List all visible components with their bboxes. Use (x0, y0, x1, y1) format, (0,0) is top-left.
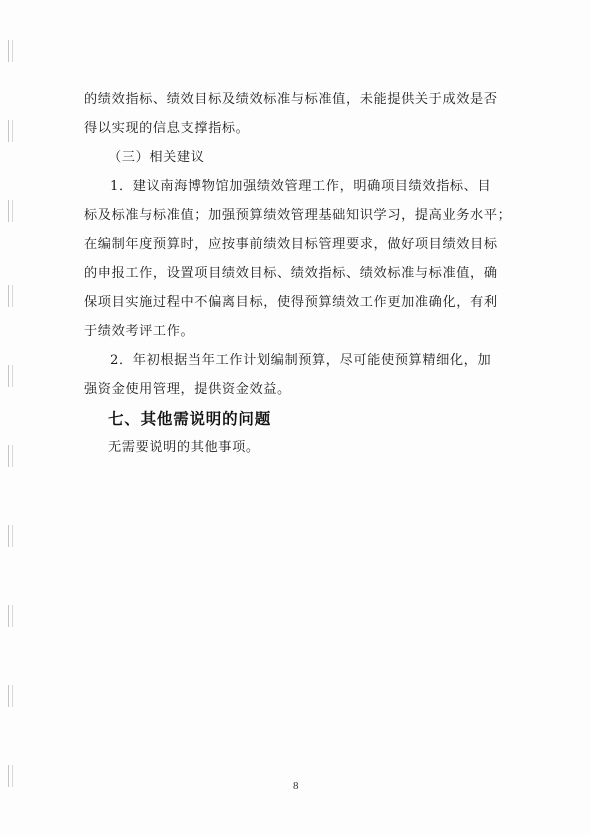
body-text-line: 得以实现的信息支撑指标。 (84, 121, 250, 136)
binding-mark (8, 765, 13, 787)
binding-mark (8, 285, 13, 307)
binding-mark (8, 525, 13, 547)
body-text-line: 标及标准与标准值；加强预算绩效管理基础知识学习，提高业务水平； (84, 208, 512, 223)
body-text-line: 保项目实施过程中不偏离目标，使得预算绩效工作更加准确化，有利 (84, 295, 498, 310)
section-heading: 七、其他需说明的问题 (108, 410, 272, 428)
body-text-line: 在编制年度预算时，应按事前绩效目标管理要求，做好项目绩效目标 (84, 237, 498, 252)
binding-mark (8, 605, 13, 627)
binding-mark (8, 685, 13, 707)
body-text-line: 1．建议南海博物馆加强绩效管理工作，明确项目绩效指标、目 (110, 179, 492, 194)
section-body-text: 无需要说明的其他事项。 (108, 440, 260, 455)
body-text-line: 的申报工作，设置项目绩效目标、绩效指标、绩效标准与标准值，确 (84, 266, 498, 281)
binding-mark (8, 200, 13, 222)
body-text-line: 的绩效指标、绩效目标及绩效标准与标准值，未能提供关于成效是否 (84, 92, 498, 107)
subsection-heading: （三）相关建议 (108, 150, 205, 165)
binding-mark (8, 445, 13, 467)
page-number: 8 (293, 780, 299, 792)
binding-mark (8, 40, 13, 62)
body-text-line: 2．年初根据当年工作计划编制预算，尽可能使预算精细化，加 (110, 353, 492, 368)
body-text-line: 于绩效考评工作。 (84, 324, 195, 339)
body-text-line: 强资金使用管理，提供资金效益。 (84, 382, 291, 397)
binding-mark (8, 120, 13, 142)
binding-mark (8, 365, 13, 387)
